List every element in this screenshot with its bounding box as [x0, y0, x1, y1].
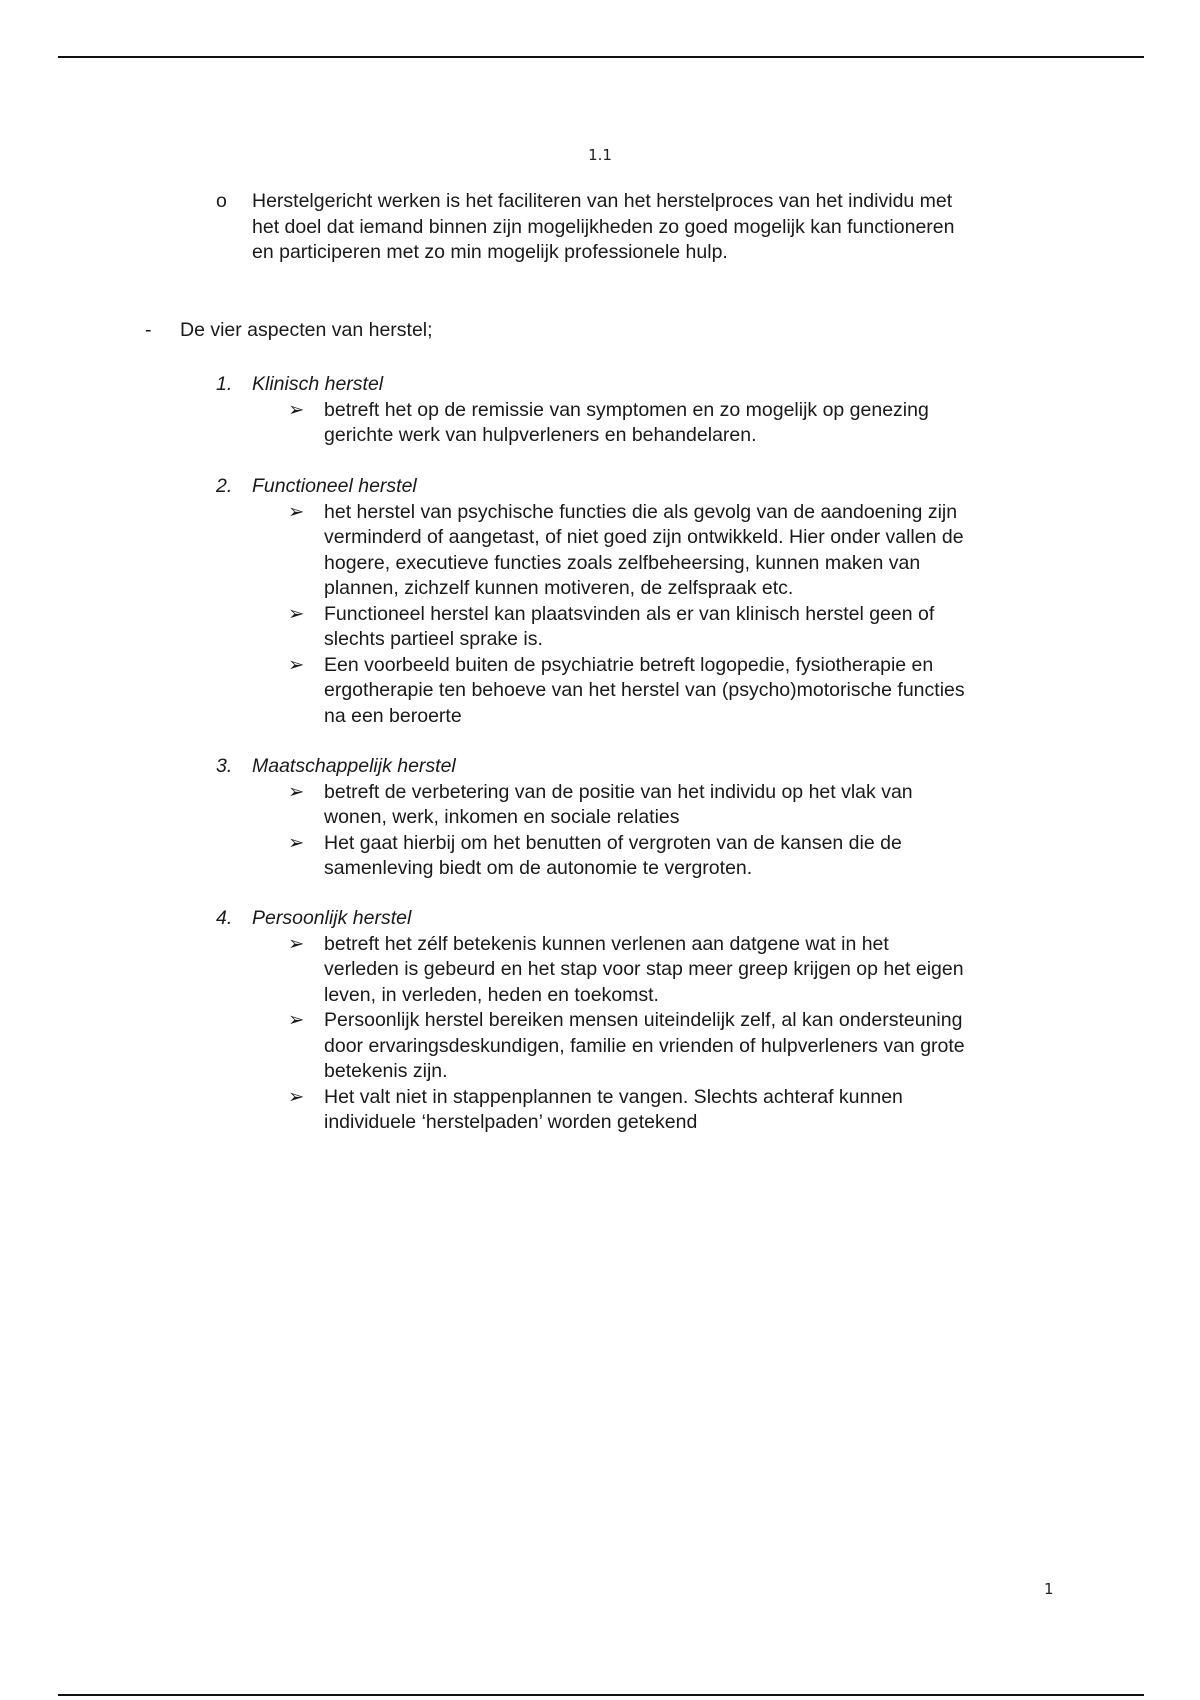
bullet-line: plannen, zichzelf kunnen motiveren, de zelfspraak etc.	[324, 577, 794, 599]
bullet-line: wonen, werk, inkomen en sociale relaties	[324, 806, 680, 828]
list-item	[288, 653, 1068, 730]
page-number: 1	[1044, 1580, 1054, 1598]
arrowhead-bullet-icon: ➢	[288, 932, 305, 955]
list-item	[288, 1085, 1068, 1136]
aspect-title: Persoonlijk herstel	[252, 907, 412, 929]
bullet-line: verleden is gebeurd en het stap voor stap meer greep krijgen op het eigen	[324, 958, 964, 980]
bullet-line: door ervaringsdeskundigen, familie en vrienden of hulpverleners van grote	[324, 1034, 965, 1057]
arrowhead-bullet-icon: ➢	[288, 780, 305, 803]
circle-bullet-icon: o	[216, 190, 227, 212]
aspect-number: 3.	[216, 755, 233, 777]
bullet-line: Het valt niet in stappenplannen te vangen. Slechts achteraf kunnen	[324, 1085, 903, 1108]
list-item	[288, 780, 1068, 831]
intro-line: en participeren met zo min mogelijk professionele hulp.	[252, 241, 728, 263]
bullet-line: gerichte werk van hulpverleners en behandelaren.	[324, 424, 757, 446]
list-item	[288, 602, 1068, 653]
list-item	[288, 398, 1068, 449]
arrowhead-bullet-icon: ➢	[288, 1085, 305, 1108]
bullet-line: individuele ‘herstelpaden’ worden getekend	[324, 1111, 698, 1133]
bullet-line: samenleving biedt om de autonomie te vergroten.	[324, 857, 753, 879]
bullet-line: betreft het zélf betekenis kunnen verlenen aan datgene wat in het	[324, 932, 889, 955]
aspect-number: 1.	[216, 373, 233, 395]
arrowhead-bullet-icon: ➢	[288, 602, 305, 625]
aspect-number: 4.	[216, 907, 233, 929]
bullet-line: Een voorbeeld buiten de psychiatrie betreft logopedie, fysiotherapie en	[324, 653, 934, 676]
intro-line: het doel dat iemand binnen zijn mogelijkheden zo goed mogelijk kan functioneren	[252, 215, 955, 238]
bullet-line: Persoonlijk herstel bereiken mensen uiteindelijk zelf, al kan ondersteuning	[324, 1009, 963, 1031]
aspect-bullet-list	[288, 780, 1068, 882]
bullet-line: slechts partieel sprake is.	[324, 628, 543, 650]
top-rule	[58, 56, 1144, 58]
list-item	[288, 831, 1068, 882]
aspects-heading-text: De vier aspecten van herstel;	[180, 319, 433, 341]
arrowhead-bullet-icon: ➢	[288, 831, 305, 854]
bullet-line: Functioneel herstel kan plaatsvinden als er van klinisch herstel geen of	[324, 602, 935, 625]
bottom-rule	[58, 1694, 1144, 1696]
bullet-line: betekenis zijn.	[324, 1060, 448, 1082]
arrowhead-bullet-icon: ➢	[288, 398, 305, 421]
bullet-line: ergotherapie ten behoeve van het herstel van (psycho)motorische functies	[324, 679, 965, 701]
aspect-bullet-list	[288, 500, 1068, 730]
list-item	[288, 932, 1068, 1009]
bullet-line: hogere, executieve functies zoals zelfbeheersing, kunnen maken van	[324, 551, 921, 574]
dash-bullet-icon: -	[145, 319, 152, 341]
bullet-line: verminderd of aangetast, of niet goed zijn ontwikkeld. Hier onder vallen de	[324, 526, 964, 548]
arrowhead-bullet-icon: ➢	[288, 500, 305, 523]
bullet-line: betreft de verbetering van de positie van het individu op het vlak van	[324, 780, 913, 803]
aspect-bullet-list	[288, 932, 1068, 1136]
aspect-number: 2.	[216, 475, 233, 497]
intro-line: Herstelgericht werken is het faciliteren van het herstelproces van het individu met	[252, 190, 953, 212]
aspect-bullet-list	[288, 398, 1068, 449]
aspect-title: Functioneel herstel	[252, 475, 417, 497]
aspect-title: Klinisch herstel	[252, 373, 384, 395]
arrowhead-bullet-icon: ➢	[288, 1009, 305, 1031]
list-item	[288, 500, 1068, 602]
bullet-line: het herstel van psychische functies die als gevolg van de aandoening zijn	[324, 500, 958, 523]
arrowhead-bullet-icon: ➢	[288, 653, 305, 676]
intro-text	[252, 189, 1072, 266]
list-item	[288, 1008, 1068, 1085]
bullet-line: Het gaat hierbij om het benutten of vergroten van de kansen die de	[324, 831, 902, 854]
bullet-line: na een beroerte	[324, 704, 462, 727]
bullet-line: betreft het op de remissie van symptomen en zo mogelijk op genezing	[324, 398, 929, 421]
bullet-line: leven, in verleden, heden en toekomst.	[324, 983, 659, 1006]
section-number: 1.1	[588, 146, 612, 164]
aspect-title: Maatschappelijk herstel	[252, 755, 456, 777]
